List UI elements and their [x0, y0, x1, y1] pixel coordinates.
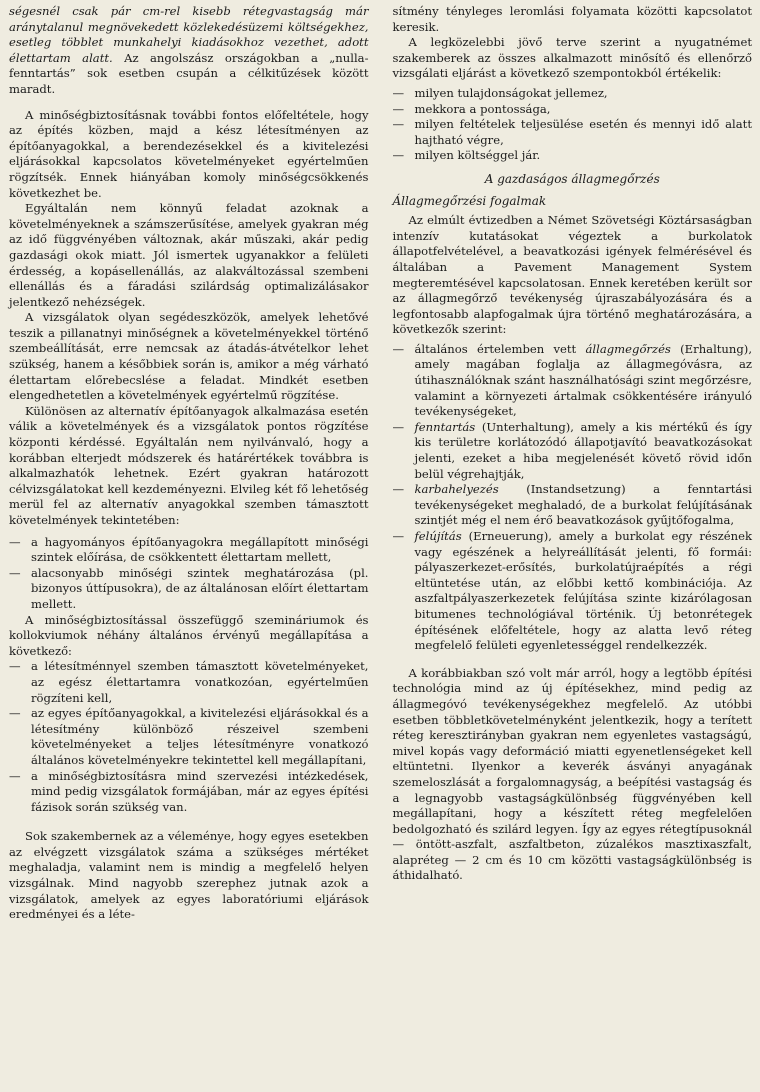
italic-emphasis: ségesnél csak pár cm-rel kisebb rétegvastagság már aránytalanul megnövekedett közlekedésüzemi költségekhez, esetleg többlet munkahelyi kiadásokhoz vezethet, adott élettartam alatt.: [9, 4, 369, 65]
definition-term: állagmegőrzés: [585, 341, 671, 356]
list-item-text: a létesítménnyel szemben támasztott követelményeket, az egész élettartamra vonatkozóan, egyértelműen rögzíteni kell,: [31, 659, 369, 705]
section-title: A gazdaságos állagmegőrzés: [484, 171, 660, 186]
paragraph: A legközelebbi jövő terve szerint a nyugatnémet szakemberek az összes alkalmazott minősítő és ellenőrző vizsgálati eljárást a következő szempontokból értékelik:: [392, 35, 752, 81]
list-item-text: az egyes építőanyagokkal, a kivitelezési eljárásokkal és a létesítmény különböző részeivel szembeni követelményeket a teljes létesítményre vonatkozó általános követelményekre tekintettel kell megállapítani,: [31, 706, 369, 767]
dash-marker: —: [392, 482, 405, 497]
definition-term: felújítás: [414, 529, 462, 543]
dash-marker: —: [392, 419, 405, 434]
list-item-text: a minőségbiztosításra mind szervezési intézkedések, mind pedig vizsgálatok formájában, már az egyes építési fázisok során szükség van.: [31, 768, 369, 814]
dash-marker: —: [9, 706, 21, 721]
list-item-text: milyen költséggel jár.: [414, 148, 541, 163]
list-item-text: a hagyományos építőanyagokra megállapított minőségi szintek előírása, de csökkentett élettartam mellett,: [31, 534, 369, 565]
list-item-text: alacsonyabb minőségi szintek meghatározása (pl. bizonyos úttípusokra), de az általánosan előírt élettartam mellett.: [31, 565, 369, 611]
definition-text: (Erhaltung), amely magában foglalja az állagmegóvásra, az útihasználóknak szánt használhatósági szint megőrzésre, valamint a környezeti ártalmak csökkentésére irányuló tevékenységeket,: [414, 341, 753, 419]
dash-marker: —: [9, 565, 21, 580]
dash-marker: —: [392, 101, 405, 116]
list-item-text: mekkora a pontossága,: [414, 101, 551, 116]
paragraph-continued: sítmény tényleges leromlási folyamata közötti kapcsolatot keresik.: [392, 4, 752, 34]
definition-text: (Instandsetzung) a fenntartási tevékenységeket meghaladó, de a burkolat felújításának szintjét még el nem érő beavatkozások gyűjtőfogalma,: [414, 482, 752, 528]
paragraph-continued-rest: Az angolszász országokban a „nulla-fenntartás” sok esetben csupán a célkitűzések között maradt.: [9, 50, 369, 96]
list-item: [9, 659, 369, 706]
right-column: [393, 4, 753, 1092]
list-item: [393, 148, 753, 164]
list-item-text: milyen tulajdonságokat jellemez,: [414, 85, 608, 100]
list-item: [9, 769, 369, 816]
paragraph: Az elmúlt évtizedben a Német Szövetségi Köztársaságban intenzív kutatásokat végeztek a burkolatok állapotfelvételével, a beavatkozási igények felmérésével és általában a Pavement Management System megteremtésével kapcsolatosan. Ennek keretében került sor az állagmegőrző tevékenység újraszabályozására és a legfontosabb alapfogalmak újra történő meghatározására, a következők szerint:: [392, 213, 752, 337]
definition-lead: általános értelemben vett: [414, 341, 586, 356]
left-column: [9, 4, 369, 1092]
dash-marker: —: [392, 148, 405, 163]
definition-item: [393, 482, 753, 529]
paragraph: A minőségbiztosításnak további fontos előfeltétele, hogy az építés közben, majd a kész létesítményen az építőanyagokkal, a berendezésekkel és a kivitelezési eljárásokkal kapcsolatos követelményeket egyértelműen rögzítsék. Ennek hiányában komoly minőségcsökkenés következhet be.: [9, 107, 369, 200]
paragraph: A korábbiakban szó volt már arról, hogy a legtöbb építési technológia mind az új építésekhez, mind pedig az állagmegóvó tevékenységekhez megfelelő. Az utóbbi esetben többletkövetelményként jelentkezik, hogy a terített réteg keresztirányban gyakran nem egyenletes vastagságú, mivel kopás vagy deformáció miatti egyenetlenségeket kell eltüntetni. Ilyenkor a keverék ásványi anyagának szemeloszlását a forgalomnagyság, a beépítési vastagság és a legnagyobb vastagságkülönbség függvényében kell megállapítani, hogy a készített réteg megfelelően bedolgozható és szilárd legyen. Így az egyes rétegtípusoknál — öntött-aszfalt, aszfaltbeton, zúzalékos masztixaszfalt, alapréteg — 2 cm és 10 cm közötti vastagságkülönbség is áthidalható.: [392, 665, 752, 883]
paragraph: Egyáltalán nem könnyű feladat azoknak a követelményeknek a számszerűsítése, amelyek gyakran még az idő függvényében változnak, akár műszaki, akár pedig gazdasági okok miatt. Jól ismertek ugyanakkor a felületi érdesség, a kopásellenállás, az alakváltozással szembeni ellenállás és a fáradási szilárdság optimalizálásakor jelentkező nehézségek.: [9, 201, 369, 309]
definition-term: fenntartás: [414, 419, 476, 434]
dash-marker: —: [9, 659, 21, 674]
list-item: [393, 86, 753, 102]
definition-text: (Unterhaltung), amely a kis mértékű és így kis területre korlátozódó állapotjavító beavatkozásokat jelenti, ezeket a hiba megjelenését követő rövid időn belül végrehajtják,: [414, 419, 752, 481]
paragraph: Különösen az alternatív építőanyagok alkalmazása esetén válik a követelmények és a vizsgálatok pontos rögzítése központi kérdéssé. Egyáltalán nem nyilvánvaló, hogy a korábban elterjedt módszerek és határértékek továbbra is alkalmazhatók lehetnek. Ezért gyakran határozott célvizsgálatokat kell kezdeményezni. Elvileg két fő lehetőség merül fel az alternatív anyagokkal szemben támasztott követelmények tekintetében:: [9, 403, 369, 527]
definition-item: [393, 529, 753, 654]
dash-marker: —: [392, 341, 405, 356]
dash-marker: —: [392, 85, 405, 100]
paragraph-continued: [9, 4, 369, 98]
definition-item: [393, 342, 753, 420]
dash-marker: —: [9, 768, 21, 783]
list-item-text: milyen feltételek teljesülése esetén és mennyi idő alatt hajtható végre,: [414, 117, 752, 147]
list-item: [393, 102, 753, 118]
subsection-title: Állagmegőrzési fogalmak: [392, 193, 547, 208]
list-item: [393, 117, 753, 148]
dash-marker: —: [9, 534, 21, 549]
paragraph: A vizsgálatok olyan segédeszközök, amelyek lehetővé teszik a pillanatnyi minőségnek a követelményekkel történő szembeállítását, erre nemcsak az átadás-átvételkor lehet szükség, hanem a későbbiek során is, amikor a még várható élettartam előrebecslése a feladat. Mindkét esetben elengedhetetlen a követelmények egyértelmű rögzítése.: [9, 310, 369, 403]
definition-item: [393, 420, 753, 482]
paragraph: Sok szakembernek az a véleménye, hogy egyes esetekben az elvégzett vizsgálatok száma a szükséges mértéket meghaladja, valamint nem is mindig a megfelelő helyen vizsgálnak. Mind nagyobb szerephez jutnak azok a vizsgálatok, amelyek az egyes laboratóriumi eljárások eredményei és a léte-: [9, 829, 369, 922]
list-item: [9, 706, 369, 768]
definition-term: karbahelyezés: [414, 482, 499, 497]
definition-text: (Erneuerung), amely a burkolat egy részének vagy egészének a helyreállítását jelenti, fő formái: pályaszerkezet-erősítés, burkolatújraépítés a régi eltüntetése után, az előbbi kettő kombinációja. Az aszfaltpályaszerkezetek felújítása szinte kizárólagosan bitumenes technológiával történik. Új betonrétegek építésének előfeltétele, hogy az alatta levő réteg megfelelő felületi egyenletességgel rendelkezzék.: [414, 529, 752, 653]
list-item: [9, 535, 369, 566]
paragraph: A minőségbiztosítással összefüggő szemináriumok és kollokviumok néhány általános érvényű megállapítása a következő:: [9, 612, 369, 658]
list-item: [9, 566, 369, 613]
dash-marker: —: [392, 529, 405, 543]
dash-marker: —: [392, 117, 405, 132]
